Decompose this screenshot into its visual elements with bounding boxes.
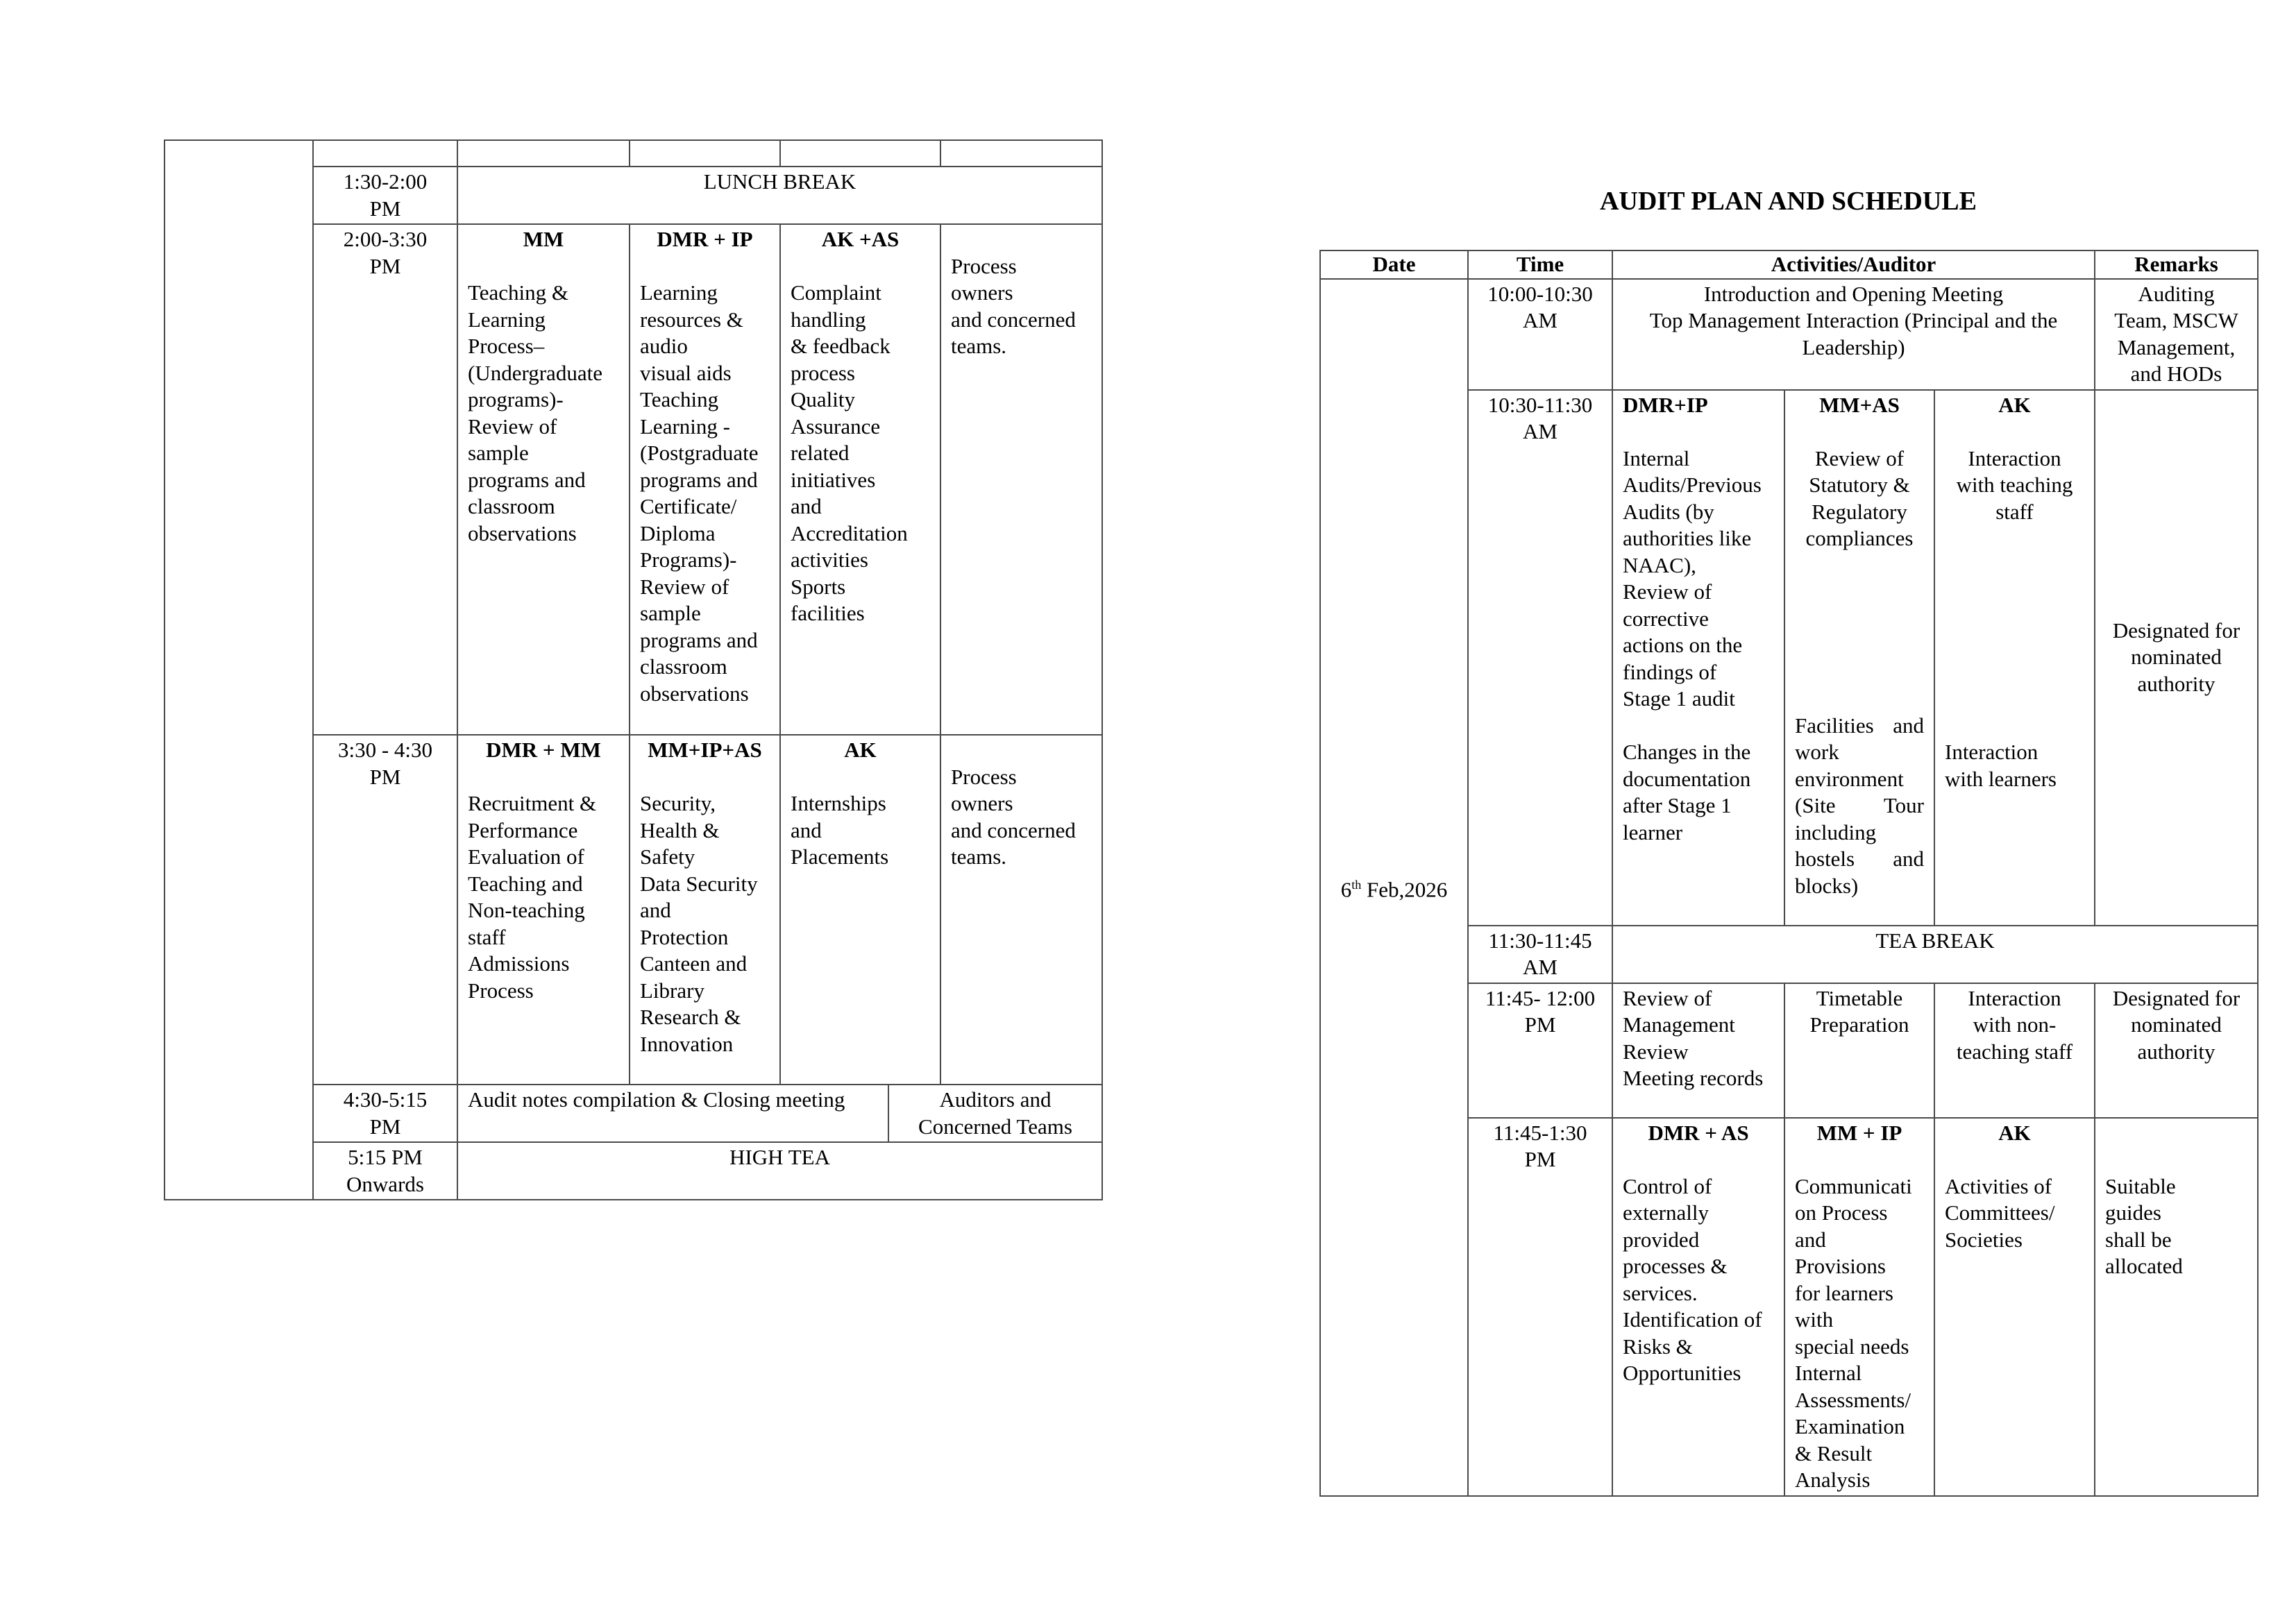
auditor-name: AK +AS	[821, 227, 900, 251]
header-time: Time	[1468, 250, 1612, 279]
closing-row-cell	[457, 1085, 1102, 1142]
time-cell: 4:30-5:15 PM	[313, 1085, 457, 1142]
activity-text: Teaching & Learning Process– (Undergraduate programs)- Review of sample programs and classroom observations	[468, 280, 602, 545]
table-row	[1320, 279, 2258, 390]
auditor-name: DMR+IP	[1623, 392, 1708, 417]
activity-text: Internships and Placements	[791, 791, 889, 869]
activity-text: Internal Audits/Previous Audits (by authorities like NAAC), Review of corrective actions on the findings of Stage 1 audit	[1623, 445, 1762, 711]
high-tea-label: HIGH TEA	[457, 1142, 1102, 1200]
time-cell: 5:15 PM Onwards	[313, 1142, 457, 1200]
date-cell	[1320, 279, 1468, 1496]
auditor-name: MM	[523, 227, 564, 251]
activity-text: Interaction with teaching staff	[1956, 445, 2073, 524]
date-rest: Feb,2026	[1361, 876, 1448, 901]
auditor-cell	[780, 224, 940, 735]
time-cell: 10:00-10:30 AM	[1468, 279, 1612, 390]
closing-remarks: Auditors and Concerned Teams	[918, 1087, 1072, 1139]
lunch-break-label: LUNCH BREAK	[457, 167, 1102, 224]
time-cell: 2:00-3:30 PM	[313, 224, 457, 735]
date-day: 6	[1340, 876, 1352, 901]
remarks-text: Process owners and concerned teams.	[951, 253, 1076, 358]
activity-text: Recruitment & Performance Evaluation of Teaching and Non-teaching staff Admissions Process	[468, 791, 597, 1003]
header-remarks: Remarks	[2095, 250, 2258, 279]
page-title: AUDIT PLAN AND SCHEDULE	[1599, 187, 1977, 216]
auditor-cell	[457, 224, 630, 735]
closing-activity: Audit notes compilation & Closing meeting	[458, 1085, 888, 1141]
activity-text: Changes in the documentation after Stage 1 learner	[1623, 740, 1751, 844]
left-schedule-table	[164, 139, 1103, 1200]
auditor-cell	[1612, 390, 1784, 926]
auditor-cell	[1934, 1118, 2095, 1496]
auditor-name: AK	[844, 738, 877, 762]
activity-text: Review of Management Review Meeting records	[1612, 983, 1784, 1118]
auditor-cell	[1934, 390, 2095, 926]
activity-text: Facilities and work environment (Site Tour including hostels and blocks)	[1795, 713, 1924, 898]
activity-text: Security, Health & Safety Data Security and Protection Canteen and Library Research & Innovation	[640, 791, 758, 1056]
auditor-name: AK	[1998, 392, 2031, 417]
activity-text: Review of Statutory & Regulatory compliances	[1805, 445, 1914, 550]
remarks-text: Suitable guides shall be allocated	[2105, 1173, 2183, 1278]
auditor-name: DMR + AS	[1648, 1120, 1749, 1145]
auditor-cell	[1784, 1118, 1934, 1496]
activity-text: Activities of Committees/ Societies	[1945, 1173, 2055, 1252]
activity-text: Interaction with learners	[1945, 740, 2057, 791]
activity-text: Timetable Preparation	[1784, 983, 1934, 1118]
auditor-cell	[630, 224, 780, 735]
remarks-text: Auditing Team, MSCW Management, and HODs	[2095, 279, 2258, 390]
auditor-name: MM+IP+AS	[648, 738, 762, 762]
time-cell: 1:30-2:00 PM	[313, 167, 457, 224]
activity-text: Control of externally provided processes & services. Identification of Risks & Opportunities	[1623, 1173, 1762, 1385]
time-cell: 11:45-1:30 PM	[1468, 1118, 1612, 1496]
activity-text: Learning resources & audio visual aids Teaching Learning - (Postgraduate programs and Certificate/ Diploma Programs)- Review of sample programs and classroom observations	[640, 280, 759, 706]
auditor-name: DMR + IP	[657, 227, 753, 251]
time-cell: 3:30 - 4:30 PM	[313, 735, 457, 1085]
audit-schedule-table	[1319, 250, 2259, 1497]
tea-break-label: TEA BREAK	[1612, 926, 2258, 983]
table-row	[164, 140, 1102, 167]
auditor-cell	[1784, 390, 1934, 926]
remarks-text: Designated for nominated authority	[2095, 983, 2258, 1118]
date-cell-empty	[164, 140, 313, 1200]
activity-text: Interaction with non- teaching staff	[1934, 983, 2095, 1118]
auditor-cell	[457, 735, 630, 1085]
remarks-cell	[940, 735, 1102, 1085]
time-cell: 10:30-11:30 AM	[1468, 390, 1612, 926]
time-cell: 11:45- 12:00 PM	[1468, 983, 1612, 1118]
opening-activity: Introduction and Opening Meeting Top Management Interaction (Principal and the Leadership)	[1612, 279, 2095, 390]
activity-text: Communicati on Process and Provisions for learners with special needs Internal Assessments/ Examination & Result Analysis	[1795, 1173, 1912, 1492]
remarks-cell	[940, 224, 1102, 735]
remarks-text: Designated for nominated authority	[2095, 390, 2258, 926]
auditor-cell	[1612, 1118, 1784, 1496]
auditor-name: DMR + MM	[486, 738, 601, 762]
remarks-text: Process owners and concerned teams.	[951, 764, 1076, 869]
time-cell: 11:30-11:45 AM	[1468, 926, 1612, 983]
header-row	[1320, 250, 2258, 279]
remarks-cell	[2095, 1118, 2258, 1496]
activity-text: Complaint handling & feedback process Quality Assurance related initiatives and Accreditation activities Sports facilities	[791, 280, 908, 625]
date-suffix: th	[1351, 877, 1362, 892]
header-activities: Activities/Auditor	[1612, 250, 2095, 279]
header-date: Date	[1320, 250, 1468, 279]
auditor-name: MM+AS	[1819, 392, 1900, 417]
auditor-cell	[780, 735, 940, 1085]
auditor-cell	[630, 735, 780, 1085]
auditor-name: MM + IP	[1816, 1120, 1902, 1145]
auditor-name: AK	[1998, 1120, 2031, 1145]
